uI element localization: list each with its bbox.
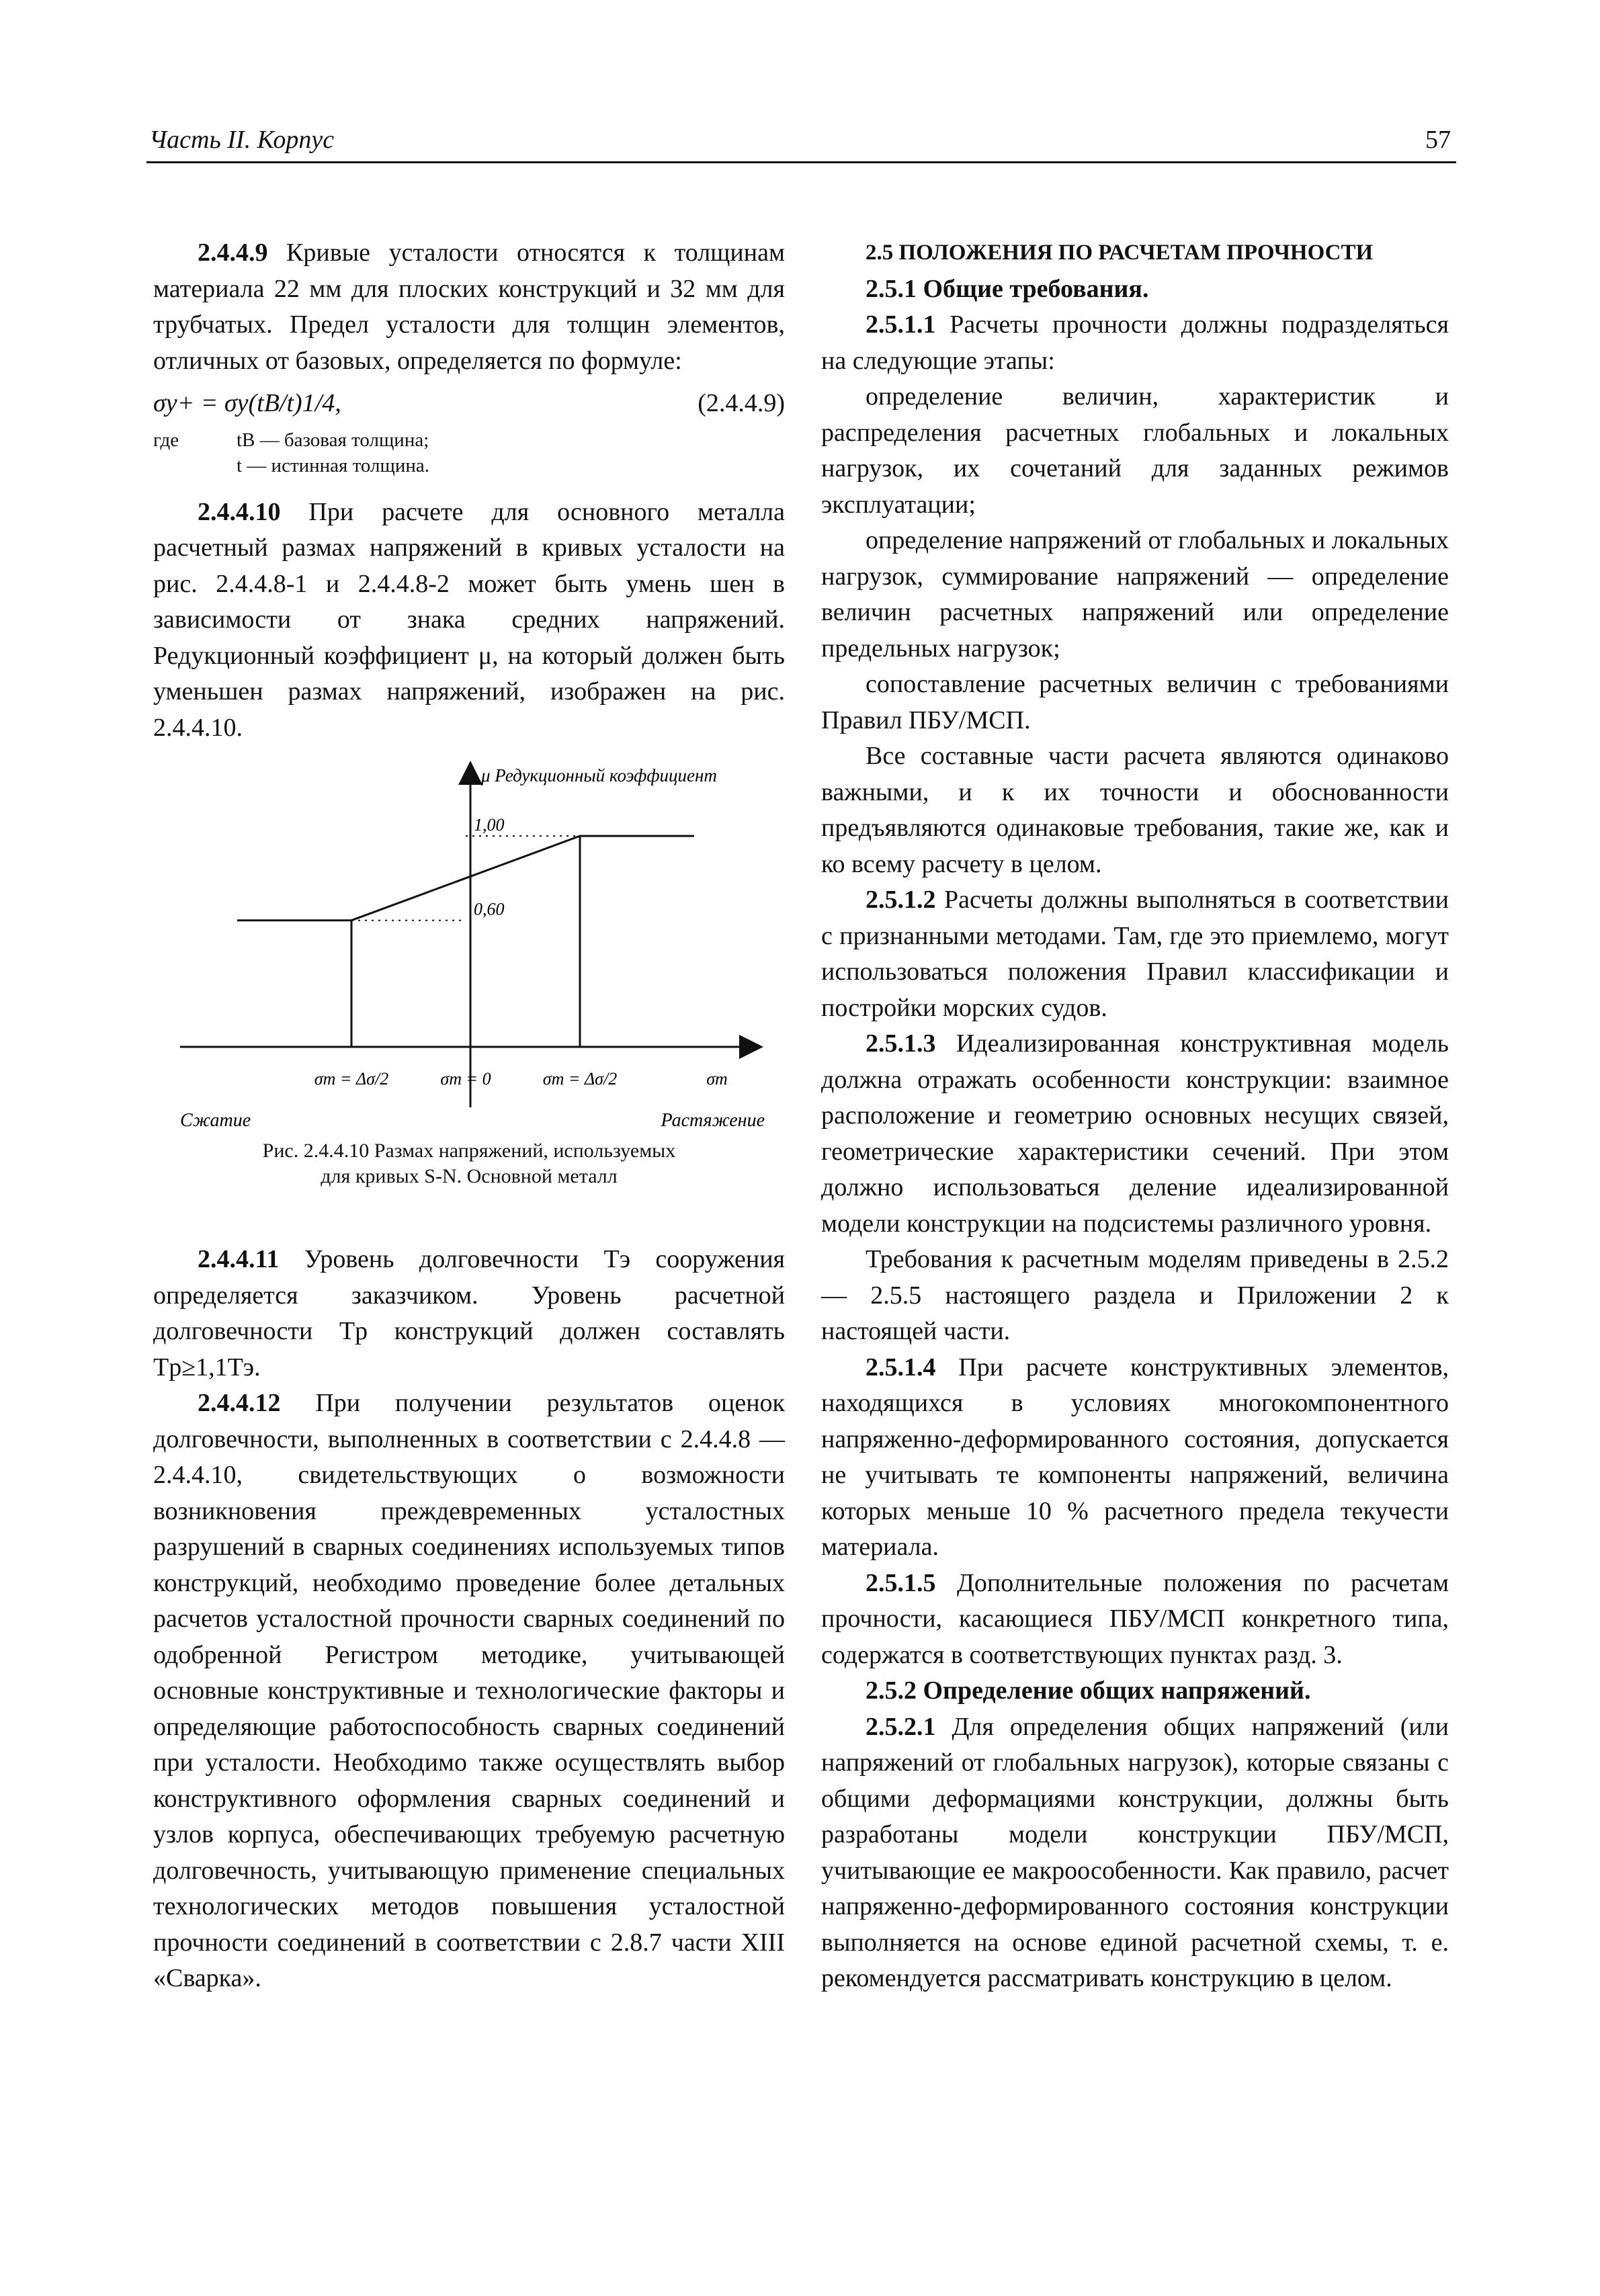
paragraph-models: Требования к расчетным моделям приведены в 2.5.2 — 2.5.5 настоящего раздела и Приложении 2 к настоящей части.: [821, 1245, 1449, 1345]
clause-text: При расчете конструктивных элементов, находящихся в условиях многокомпонентного напряженно-деформированного состояния, допускается не учитывать те компоненты напряжений, величина которых меньше 10 % расчетного предела текучести материала.: [821, 1353, 1449, 1561]
y-axis-label: μ Редукционный коэффициент: [481, 765, 717, 785]
formula-legend: [153, 427, 785, 478]
y-tick-label: 0,60: [474, 899, 505, 919]
x-tick-label: σm = 0: [440, 1069, 491, 1089]
list-item-stresses: определение напряжений от глобальных и локальных нагрузок, суммирование напряжений — определение величин расчетных напряжений или определение предельных нагрузок;: [821, 526, 1449, 663]
caption-line-1: Рис. 2.4.4.10 Размах напряжений, используемых: [262, 1140, 676, 1162]
x-axis-label-left: Сжатие: [180, 1110, 251, 1131]
paragraph-general: Все составные части расчета являются одинаково важными, и к их точности и обоснованности предъявляются одинаковые требования, такие же, как и ко всему расчету в целом.: [821, 742, 1449, 878]
paragraph-2-5-1-4: [821, 1350, 1449, 1566]
clause-number: 2.5.2.1: [866, 1712, 936, 1741]
paragraph-2-4-4-10: [153, 495, 785, 747]
clause-number: 2.5.1.4: [866, 1353, 936, 1381]
paragraph-2-5-1-2: [821, 882, 1449, 1026]
legend-label: где: [153, 429, 179, 451]
clause-number: 2.4.4.12: [198, 1389, 281, 1417]
caption-line-2: для кривых S-N. Основной металл: [321, 1165, 618, 1187]
paragraph-2-4-4-11: [153, 1242, 785, 1386]
left-column: [153, 235, 785, 1997]
paragraph-2-5-1-5: [821, 1566, 1449, 1674]
clause-number: 2.5.1.3: [866, 1029, 936, 1058]
clause-number: 2.5.1.5: [866, 1568, 936, 1597]
x-tick-label: σm: [706, 1069, 728, 1089]
page-number: 57: [1425, 126, 1451, 154]
clause-number: 2.4.4.9: [198, 239, 268, 267]
subsection-heading-2-5-1: 2.5.1 Общие требования.: [866, 274, 1149, 303]
clause-number: 2.4.4.11: [198, 1245, 280, 1273]
x-axis-label-right: Растяжение: [661, 1110, 765, 1131]
running-header-title: Часть II. Корпус: [149, 126, 335, 154]
clause-text: Расчеты должны выполняться в соответствии с признанными методами. Там, где это приемлемо, могут использоваться положения Правил классификации и постройки морских судов.: [821, 886, 1449, 1022]
clause-text: Идеализированная конструктивная модель должна отражать особенности конструкции: взаимное расположение и геометрию основных несущих связей, геометрические характеристики сечений. При этом должно использоваться деление идеализированной модели конструкции на подсистемы различного уровня.: [821, 1029, 1449, 1238]
formula-number: (2.4.4.9): [698, 389, 785, 417]
legend-item-base-thickness: tB — базовая толщина;: [237, 429, 429, 451]
subsection-heading-2-5-2: 2.5.2 Определение общих напряжений.: [866, 1676, 1311, 1705]
figure-caption: [153, 1138, 785, 1189]
section-title: 2.5 ПОЛОЖЕНИЯ ПО РАСЧЕТАМ ПРОЧНОСТИ: [866, 241, 1374, 265]
list-item-loads: определение величин, характеристик и распределения расчетных глобальных и локальных нагрузок, их сочетаний для заданных режимов эксплуатации;: [821, 382, 1449, 519]
y-tick-label: 1,00: [474, 815, 505, 835]
formula-expression: σy+ = σy(tB/t)1/4,: [153, 389, 341, 417]
clause-number: 2.5.1.2: [866, 886, 936, 914]
clause-text: Уровень долговечности Tэ сооружения определяется заказчиком. Уровень расчетной долговечности Tp конструкций должен составлять Tp≥1,1Tэ.: [153, 1245, 786, 1381]
paragraph-2-4-4-9: [153, 235, 785, 379]
paragraph-2-4-4-12: [153, 1386, 785, 1997]
legend-item-actual-thickness: t — истинная толщина.: [237, 454, 430, 476]
header-rule: [146, 161, 1456, 163]
clause-number: 2.4.4.10: [198, 497, 281, 526]
clause-text: При получении результатов оценок долговечности, выполненных в соответствии с 2.4.4.8 — 2.4.4.10, свидетельствующих о возможности возникновения преждевременных усталостных разрушений в сварных соединениях используемых типов конструкций, необходимо проведение более детальных расчетов усталостной прочности сварных соединений по одобренной Регистром методике, учитывающей основные конструктивные и технологические факторы и определяющие работоспособность сварных соединений при усталости. Необходимо также осуществлять выбор конструктивного оформления сварных соединений и узлов корпуса, обеспечивающих требуемую расчетную долговечность, учитывающую применение специальных технологических методов повышения усталостной прочности соединений в соответствии с 2.8.7 части XIII «Сварка».: [153, 1389, 786, 1992]
x-tick-label: σm = Δσ/2: [542, 1069, 618, 1089]
clause-number: 2.5.1.1: [866, 310, 936, 339]
clause-text: При расчете для основного металла расчетный размах напряжений в кривых усталости на рис. 2.4.4.8-1 и 2.4.4.8-2 может быть умень шен в зависимости от знака средних напряжений. Редукционный коэффициент μ, на который должен быть уменьшен размах напряжений, изображен на рис. 2.4.4.10.: [153, 497, 785, 742]
x-tick-label: σm = Δσ/2: [314, 1069, 389, 1089]
paragraph-2-5-2-1: [821, 1709, 1449, 1997]
formula-2-4-4-9: [153, 386, 785, 422]
clause-text: Расчеты прочности должны подразделяться на следующие этапы:: [821, 310, 1449, 375]
paragraph-2-5-1-1: [821, 307, 1449, 379]
series-line: [237, 836, 694, 921]
reduction-factor-chart: [153, 758, 785, 1134]
clause-text: Для определения общих напряжений (или напряжений от глобальных нагрузок), которые связаны с общими деформациями конструкции, должны быть разработаны модели конструкции ПБУ/МСП, учитывающие ее макроособенности. Как правило, расчет напряженно-деформированного состояния конструкции выполняется на основе единой расчетной схемы, т. е. рекомендуется рассматривать конструкцию в целом.: [821, 1712, 1449, 1992]
right-column: [821, 235, 1449, 1997]
clause-text: Кривые усталости относятся к толщинам материала 22 мм для плоских конструкций и 32 мм для трубчатых. Предел усталости для толщин элементов, отличных от базовых, определяется по формуле:: [153, 239, 786, 375]
figure-2-4-4-10: [153, 758, 785, 1134]
list-item-comparison: сопоставление расчетных величин с требованиями Правил ПБУ/МСП.: [821, 670, 1449, 734]
paragraph-2-5-1-3: [821, 1026, 1449, 1242]
clause-text: Дополнительные положения по расчетам прочности, касающиеся ПБУ/МСП конкретного типа, содержатся в соответствующих пунктах разд. 3.: [821, 1568, 1449, 1669]
